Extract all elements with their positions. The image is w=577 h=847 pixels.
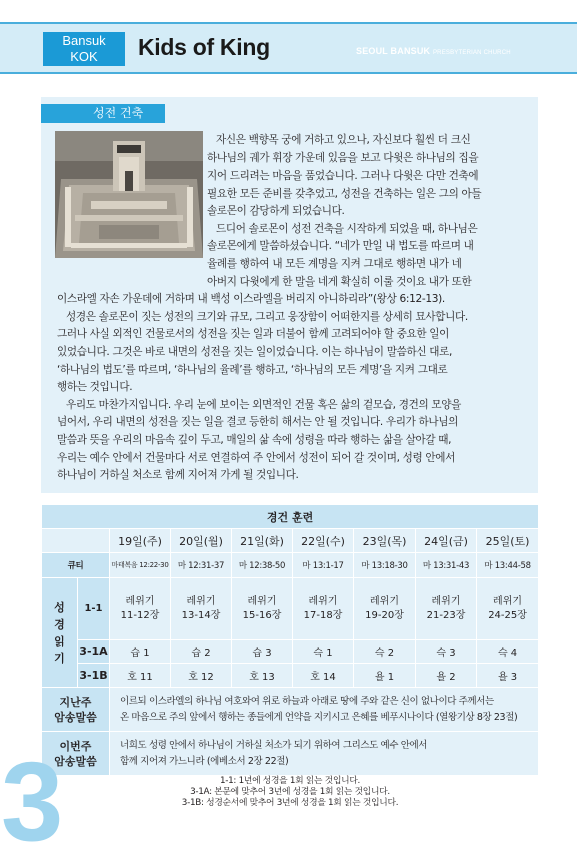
reading-chapters: 11-12장	[120, 609, 160, 621]
article-line-18: 말씀과 뜻을 우리의 마음속 깊이 두고, 매일의 삶 속에 성령을 따라 행하는 삶을 살아갈 때,	[57, 434, 452, 446]
reading-3b-cell: 호 14	[293, 664, 354, 688]
qt-cell: 마 13:1-17	[293, 553, 354, 578]
label-line: 암송말씀	[54, 754, 97, 768]
article-line-14: ‘하나님의 법도’를 따르며, ‘하나님의 율례’를 행하고, ‘하나님의 모든 계명’을 지켜 그대로	[57, 364, 448, 376]
reading-cell	[477, 578, 539, 640]
article-line-10: 이스라엘 자손 가운데에 거하며 내 백성 이스라엘을 버리지 아니하리라”(왕상 6:12-13).	[57, 293, 445, 305]
article-line-2: 하나님의 궤가 휘장 가운데 있음을 보고 다윗은 하나님의 집을	[207, 152, 479, 164]
reading-book: 레위기	[308, 595, 338, 607]
reading-3a-cell: 습 2	[171, 640, 232, 664]
article-line-6: 드디어 솔로몬이 성전 건축을 시작하게 되었을 때, 하나님은	[216, 223, 478, 235]
temple-model-illustration	[55, 131, 203, 258]
reading-3b-cell: 욜 1	[354, 664, 416, 688]
article-line-20: 하나님이 거하실 처소로 함께 지어져 가게 될 것입니다.	[57, 469, 299, 481]
article-line-5: 솔로몬이 감당하게 되었습니다.	[207, 205, 345, 217]
publication-title: Kids of King	[138, 34, 270, 60]
reading-book: 레위기	[247, 595, 277, 607]
section-title: 성전 건축	[41, 104, 165, 123]
qt-label: 큐티	[42, 553, 110, 578]
article-line-7: 솔로몬에게 말씀하셨습니다. “네가 만일 내 법도를 따르며 내	[207, 240, 474, 252]
this-week-memory-verse	[110, 732, 539, 776]
reading-chapters: 15-16장	[242, 609, 282, 621]
label-line: 이번주	[59, 739, 92, 753]
verse-line: 함께 지어져 가느니라 (에베소서 2장 22절)	[120, 755, 289, 767]
reading-3b-cell: 호 11	[110, 664, 171, 688]
reading-cell	[416, 578, 477, 640]
reading-3b-cell: 호 12	[171, 664, 232, 688]
last-week-memory-label	[42, 688, 110, 732]
reading-3a-cell: 습 1	[110, 640, 171, 664]
article-line-9: 아버지 다윗에게 한 말을 네게 확실히 이룰 것이요 내가 또한	[207, 276, 472, 288]
article-line-17: 넘어서, 우리 내면의 성전을 짓는 일을 결코 등한히 해서는 안 될 것입니다. 우리가 하나님의	[57, 416, 459, 428]
reading-book: 레위기	[125, 595, 155, 607]
day-header: 24일(금)	[416, 529, 477, 553]
reading-cell	[354, 578, 416, 640]
day-header: 23일(목)	[354, 529, 416, 553]
reading-cell	[293, 578, 354, 640]
reading-cell	[232, 578, 293, 640]
day-header: 22일(수)	[293, 529, 354, 553]
bansuk-kok-badge	[43, 32, 125, 66]
article-line-16: 우리도 마찬가지입니다. 우리 눈에 보이는 외면적인 건물 혹은 삶의 겉모습, 경건의 모양을	[66, 399, 462, 411]
temple-image	[55, 131, 203, 258]
verse-line: 온 마음으로 주의 앞에서 행하는 종들에게 언약을 지키시고 은혜를 베푸시나이다 (열왕기상 8장 23절)	[120, 711, 518, 723]
label-line: 암송말씀	[54, 710, 97, 724]
article-line-15: 행하는 것입니다.	[57, 381, 133, 393]
qt-cell: 마 13:44-58	[477, 553, 539, 578]
article-line-11: 성경은 솔로몬이 짓는 성전의 크기와 규모, 그리고 웅장함이 어떠한지를 상세히 묘사합니다.	[66, 311, 468, 323]
reading-3a-cell: 습 3	[232, 640, 293, 664]
reading-book: 레위기	[370, 595, 399, 607]
day-header: 20일(월)	[171, 529, 232, 553]
corner-cell	[42, 529, 110, 553]
bible-reading-char: 읽	[54, 634, 65, 648]
reading-cell	[110, 578, 171, 640]
article-line-19: 우리는 예수 안에서 건물마다 서로 연결하여 주 안에서 성전이 되어 갈 것이며, 성령 안에서	[57, 452, 456, 464]
plan-3-1b-label: 3-1B	[78, 664, 110, 688]
reading-book: 레위기	[431, 595, 461, 607]
article-line-1: 자신은 백향목 궁에 거하고 있으나, 자신보다 훨씬 더 크신	[216, 134, 471, 146]
qt-cell: 마태복음 12:22-30	[110, 553, 171, 578]
page-header	[0, 22, 577, 74]
footnote: 3-1B: 성경순서에 맞추어 3년에 성경을 1회 읽는 것입니다.	[181, 798, 399, 808]
reading-3b-cell: 욜 3	[477, 664, 539, 688]
reading-chapters: 21-23장	[426, 609, 466, 621]
reading-3a-cell: 슥 4	[477, 640, 539, 664]
footnote: 3-1A: 본문에 맞추어 3년에 성경을 1회 읽는 것입니다.	[190, 787, 390, 797]
reading-chapters: 19-20장	[365, 609, 404, 621]
church-name-sub: PRESBYTERIAN CHURCH	[432, 50, 511, 56]
reading-3b-cell: 욜 2	[416, 664, 477, 688]
reading-book: 레위기	[493, 595, 523, 607]
plan-1-1-label: 1-1	[78, 578, 110, 640]
last-week-memory-verse	[110, 688, 539, 732]
article-line-3: 지어 드리려는 마음을 품었습니다. 그러나 다윗은 다만 건축에	[207, 170, 479, 182]
church-name-main: SEOUL BANSUK	[356, 46, 431, 56]
article-line-13: 있었습니다. 그것은 바로 내면의 성전을 짓는 일이었습니다. 이는 하나님이 말씀하신 대로,	[57, 346, 453, 358]
reading-cell	[171, 578, 232, 640]
day-header: 21일(화)	[232, 529, 293, 553]
qt-cell: 마 12:31-37	[171, 553, 232, 578]
reading-3a-cell: 슥 2	[354, 640, 416, 664]
label-line: 지난주	[59, 695, 92, 709]
qt-cell: 마 13:31-43	[416, 553, 477, 578]
qt-cell: 마 12:38-50	[232, 553, 293, 578]
reading-3a-cell: 슥 1	[293, 640, 354, 664]
reading-3b-cell: 호 13	[232, 664, 293, 688]
page-number: 3	[1, 739, 64, 847]
reading-book: 레위기	[186, 595, 216, 607]
church-name	[356, 46, 511, 56]
article-line-12: 그러나 사실 외적인 건물로서의 성전을 짓는 일과 더불어 함께 고려되어야 할 중요한 일이	[57, 328, 450, 340]
bible-reading-char: 경	[54, 617, 65, 631]
devotion-table	[41, 504, 538, 776]
plan-3-1a-label: 3-1A	[78, 640, 110, 664]
verse-line: 이르되 이스라엘의 하나님 여호와여 위로 하늘과 아래로 땅에 주와 같은 신이 없나이다 주께서는	[120, 695, 494, 707]
footnote: 1-1: 1년에 성경을 1회 읽는 것입니다.	[219, 776, 361, 786]
article-line-4: 필요한 모든 준비를 갖추었고, 성전을 건축하는 일은 그의 아들	[207, 188, 482, 200]
day-header: 25일(토)	[477, 529, 539, 553]
reading-plan-footnotes	[140, 776, 440, 809]
bible-reading-char: 기	[54, 651, 65, 665]
day-header: 19일(주)	[110, 529, 171, 553]
badge-line-2: KOK	[70, 49, 98, 64]
table-title: 경건 훈련	[42, 505, 539, 529]
verse-line: 너희도 성령 안에서 하나님이 거하실 처소가 되기 위하여 그리스도 예수 안에서	[120, 739, 428, 751]
reading-chapters: 24-25장	[488, 609, 527, 621]
qt-cell: 마 13:18-30	[354, 553, 416, 578]
bible-reading-label	[42, 578, 78, 688]
article-line-8: 율례를 행하여 내 모든 계명을 지켜 그대로 행하면 내가 네	[207, 258, 462, 270]
reading-3a-cell: 슥 3	[416, 640, 477, 664]
badge-line-1: Bansuk	[62, 33, 106, 48]
reading-chapters: 17-18장	[303, 609, 343, 621]
reading-chapters: 13-14장	[181, 609, 221, 621]
bible-reading-char: 성	[54, 600, 65, 614]
